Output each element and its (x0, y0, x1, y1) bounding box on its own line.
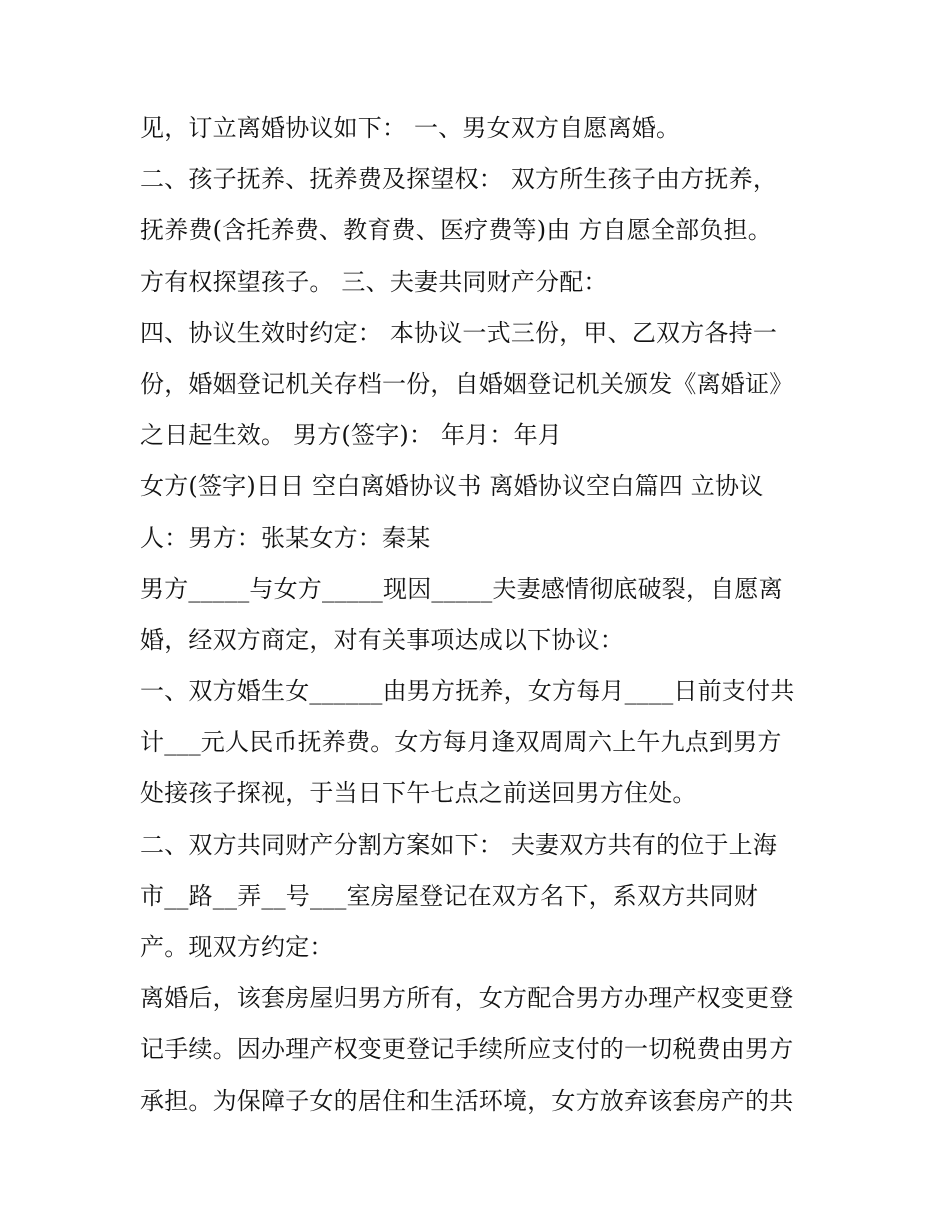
text-line: 之日起生效。 男方(签字)： 年月：年月 (140, 421, 562, 450)
text-line: 处接孩子探视，于当日下午七点之前送回男方住处。 (140, 779, 697, 808)
text-line: 方有权探望孩子。 三、夫妻共同财产分配： (140, 267, 608, 296)
text-line: 承担。为保障子女的居住和生活环境，女方放弃该套房产的共 (140, 1086, 794, 1115)
text-line: 记手续。因办理产权变更登记手续所应支付的一切税费由男方 (140, 1035, 794, 1064)
text-line: 市__路__弄__号___室房屋登记在双方名下，系双方共同财 (140, 881, 758, 910)
text-line: 婚，经双方商定，对有关事项达成以下协议： (140, 625, 624, 654)
text-line: 抚养费(含托养费、教育费、医疗费等)由 方自愿全部负担。 (140, 216, 772, 245)
text-line: 女方(签字)日日 空白离婚协议书 离婚协议空白篇四 立协议 (140, 472, 764, 501)
text-line: 人：男方：张某女方：秦某 (140, 523, 431, 552)
text-line: 二、双方共同财产分割方案如下： 夫妻双方共有的位于上海 (140, 830, 778, 859)
text-line: 产。现双方约定： (140, 933, 334, 961)
text-line: 见，订立离婚协议如下： 一、男女双方自愿离婚。 (140, 114, 681, 142)
text-line: 份，婚姻登记机关存档一份，自婚姻登记机关颁发《离婚证》 (140, 369, 794, 398)
text-line: 离婚后，该套房屋归男方所有，女方配合男方办理产权变更登 (140, 984, 794, 1013)
text-line: 四、协议生效时约定： 本协议一式三份，甲、乙双方各持一 (140, 318, 778, 347)
text-line: 男方_____与女方_____现因_____夫妻感情彻底破裂，自愿离 (140, 574, 783, 603)
document-body (140, 103, 840, 1127)
text-line: 一、双方婚生女______由男方抚养，女方每月____日前支付共 (140, 677, 795, 706)
text-line: 二、孩子抚养、抚养费及探望权： 双方所生孩子由方抚养， (140, 165, 778, 194)
text-line: 计___元人民币抚养费。女方每月逢双周周六上午九点到男方 (140, 728, 782, 757)
